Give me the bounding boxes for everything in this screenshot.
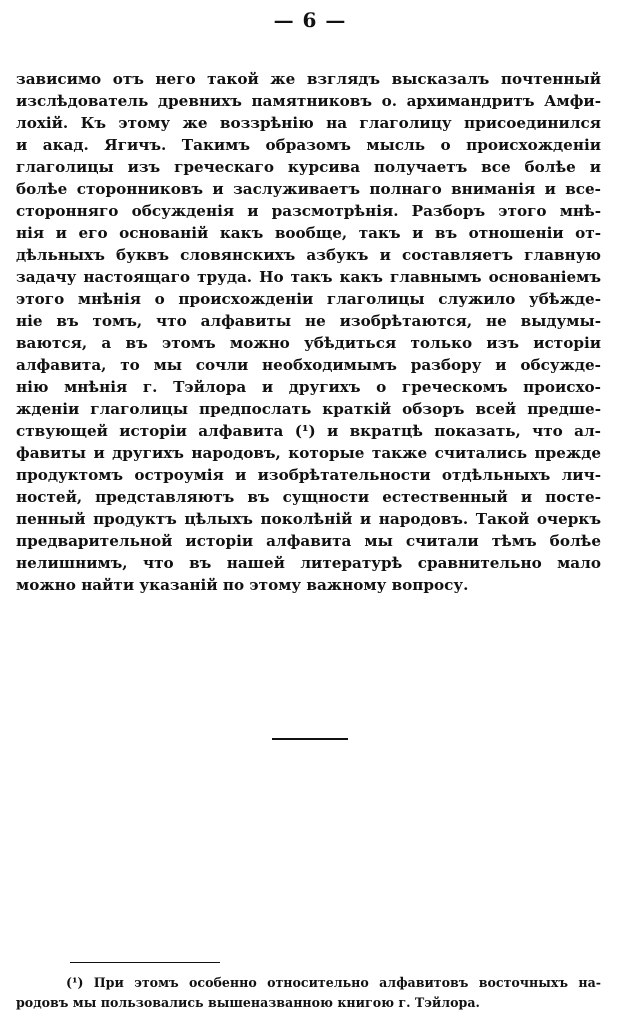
text-line: лохій. Къ этому же воззрѣнію на глаголицу присоединился (16, 114, 601, 132)
text-line: можно найти указаній по этому важному вопросу. (16, 576, 469, 594)
footnote-line: (¹) При этомъ особенно относительно алфавитовъ восточныхъ на- (66, 975, 601, 990)
text-line: продуктомъ остроумія и изобрѣтательности отдѣльныхъ лич- (16, 466, 601, 484)
text-line: ствующей исторіи алфавита (¹) и вкратцѣ показать, что ал- (16, 422, 601, 440)
text-line: нелишнимъ, что въ нашей литературѣ сравнительно мало (16, 554, 601, 572)
text-line: алфавита, то мы сочли необходимымъ разбору и обсужде- (16, 356, 601, 374)
text-line: предварительной исторіи алфавита мы считали тѣмъ болѣе (16, 532, 601, 550)
text-line: нію мнѣнія г. Тэйлора и другихъ о греческомъ происхо- (16, 378, 601, 396)
text-line: ніе въ томъ, что алфавиты не изобрѣтаются, не выдумы- (16, 312, 601, 330)
text-line: болѣе сторонниковъ и заслуживаетъ полнаго вниманія и все- (16, 180, 601, 198)
text-line: ностей, представляютъ въ сущности естественный и посте- (16, 488, 601, 506)
text-line: этого мнѣнія о происхожденіи глаголицы служило убѣжде- (16, 290, 601, 308)
text-line: нія и его основаній какъ вообще, такъ и въ отношеніи от- (16, 224, 601, 242)
section-divider (272, 738, 348, 740)
text-line: и акад. Ягичъ. Такимъ образомъ мысль о происхожденіи (16, 136, 601, 154)
text-line: сторонняго обсужденія и разсмотрѣнія. Разборъ этого мнѣ- (16, 202, 601, 220)
page-number: — 6 — (273, 8, 347, 32)
text-line: жденіи глаголицы предпослать краткій обзоръ всей предше- (16, 400, 601, 418)
text-line: зависимо отъ него такой же взглядъ высказалъ почтенный (16, 70, 601, 88)
footnote-line: родовъ мы пользовались вышеназванною книгою г. Тэйлора. (16, 995, 480, 1010)
footnote-separator (70, 962, 220, 963)
text-line: дѣльныхъ буквъ словянскихъ азбукъ и составляетъ главную (16, 246, 601, 264)
text-line: ваются, а въ этомъ можно убѣдиться только изъ исторіи (16, 334, 601, 352)
text-line: изслѣдователь древнихъ памятниковъ о. архимандритъ Амфи- (16, 92, 601, 110)
text-line: задачу настоящаго труда. Но такъ какъ главнымъ основаніемъ (16, 268, 601, 286)
text-line: пенный продуктъ цѣлыхъ поколѣній и народовъ. Такой очеркъ (16, 510, 601, 528)
text-line: глаголицы изъ греческаго курсива получаетъ все болѣе и (16, 158, 601, 176)
text-line: фавиты и другихъ народовъ, которые также считались прежде (16, 444, 601, 462)
